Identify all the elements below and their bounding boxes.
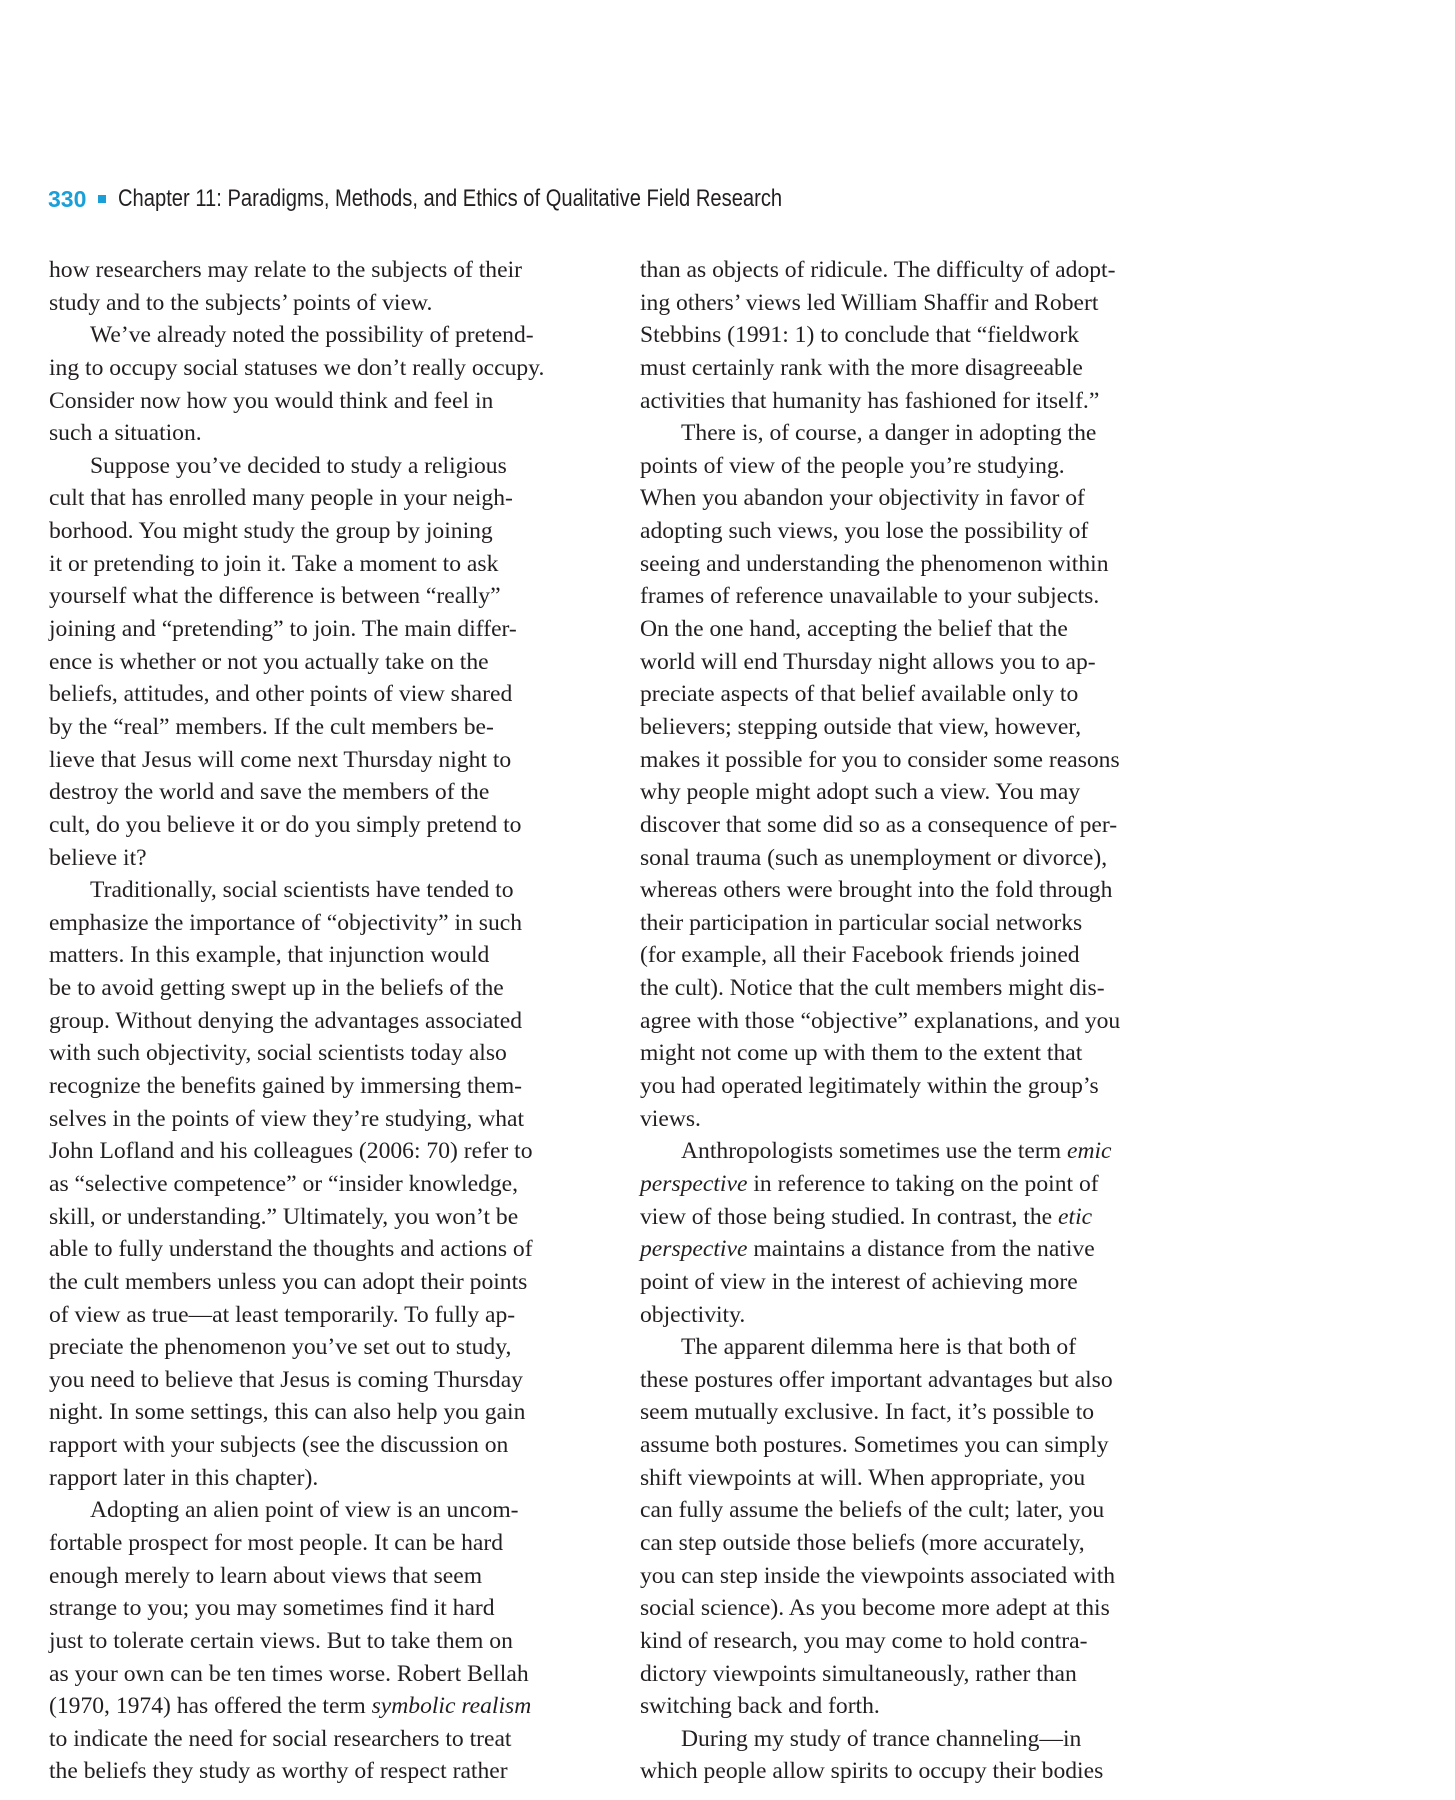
text-line bbox=[49, 548, 544, 581]
text-segment: you can step inside the viewpoints associated with bbox=[640, 1562, 1116, 1589]
text-segment: must certainly rank with the more disagreeable bbox=[640, 354, 1083, 381]
text-line bbox=[640, 711, 1120, 744]
text-line bbox=[49, 972, 544, 1005]
text-line bbox=[640, 678, 1120, 711]
text-line bbox=[640, 1364, 1120, 1397]
text-line bbox=[49, 1625, 544, 1658]
text-line bbox=[49, 1462, 544, 1495]
text-line bbox=[640, 1070, 1120, 1103]
text-segment: the cult members unless you can adopt their points bbox=[49, 1268, 528, 1295]
text-line bbox=[640, 1331, 1120, 1364]
text-line bbox=[640, 809, 1120, 842]
text-segment: believe it? bbox=[49, 844, 147, 871]
text-line bbox=[49, 319, 544, 352]
text-segment: On the one hand, accepting the belief that the bbox=[640, 616, 1068, 643]
text-line bbox=[640, 515, 1120, 548]
text-segment: can step outside those beliefs (more accurately, bbox=[640, 1529, 1085, 1556]
text-segment: objectivity. bbox=[640, 1301, 746, 1328]
text-line bbox=[640, 1723, 1120, 1756]
text-line bbox=[49, 287, 544, 320]
text-line bbox=[49, 1201, 544, 1234]
text-segment: recognize the benefits gained by immersing them- bbox=[49, 1073, 523, 1100]
text-segment: Stebbins (1991: 1) to conclude that “fieldwork bbox=[640, 322, 1080, 349]
text-line bbox=[49, 874, 544, 907]
text-segment: enough merely to learn about views that seem bbox=[49, 1562, 483, 1589]
text-line bbox=[640, 1233, 1120, 1266]
text-segment: yourself what the difference is between “really” bbox=[49, 583, 501, 610]
text-line bbox=[49, 1299, 544, 1332]
text-segment: the beliefs they study as worthy of respect rather bbox=[49, 1758, 508, 1785]
italic-term: perspective bbox=[640, 1236, 748, 1263]
text-line bbox=[640, 482, 1120, 515]
text-segment: rapport with your subjects (see the discussion on bbox=[49, 1432, 509, 1459]
text-line bbox=[49, 1429, 544, 1462]
text-line bbox=[640, 907, 1120, 940]
text-segment: point of view in the interest of achieving more bbox=[640, 1268, 1078, 1295]
text-segment: view of those being studied. In contrast, the bbox=[640, 1203, 1059, 1230]
text-segment: such a situation. bbox=[49, 420, 202, 447]
text-segment: night. In some settings, this can also help you gain bbox=[49, 1399, 526, 1426]
text-segment: There is, of course, a danger in adopting the bbox=[681, 420, 1097, 447]
text-segment: why people might adopt such a view. You may bbox=[640, 779, 1081, 806]
text-segment: to indicate the need for social researchers to treat bbox=[49, 1725, 512, 1752]
text-line bbox=[49, 1396, 544, 1429]
text-line bbox=[49, 907, 544, 940]
text-segment: you had operated legitimately within the group’s bbox=[640, 1073, 1099, 1100]
text-line bbox=[640, 1658, 1120, 1691]
text-line bbox=[49, 1658, 544, 1691]
text-line bbox=[640, 1560, 1120, 1593]
text-line bbox=[49, 1037, 544, 1070]
text-segment: The apparent dilemma here is that both of bbox=[681, 1334, 1077, 1361]
text-segment: how researchers may relate to the subjects of their bbox=[49, 257, 522, 283]
text-segment: by the “real” members. If the cult members be- bbox=[49, 713, 494, 740]
text-line bbox=[640, 744, 1120, 777]
text-line bbox=[49, 1233, 544, 1266]
text-line bbox=[49, 1364, 544, 1397]
text-line bbox=[49, 646, 544, 679]
text-line bbox=[49, 678, 544, 711]
text-line bbox=[49, 939, 544, 972]
text-line bbox=[49, 352, 544, 385]
text-segment: their participation in particular social networks bbox=[640, 909, 1083, 936]
italic-term: symbolic realism bbox=[371, 1693, 532, 1720]
text-segment: preciate aspects of that belief available only to bbox=[640, 681, 1079, 708]
text-line bbox=[49, 580, 544, 613]
text-line bbox=[640, 580, 1120, 613]
text-segment: of view as true—at least temporarily. To fully ap- bbox=[49, 1301, 516, 1328]
text-line bbox=[640, 646, 1120, 679]
text-segment: matters. In this example, that injunction would bbox=[49, 942, 490, 969]
text-segment: frames of reference unavailable to your subjects. bbox=[640, 583, 1100, 610]
text-segment: in reference to taking on the point of bbox=[747, 1170, 1099, 1197]
text-line bbox=[640, 842, 1120, 875]
text-line bbox=[640, 1135, 1120, 1168]
text-segment: than as objects of ridicule. The difficulty of adopt- bbox=[640, 257, 1116, 283]
text-line bbox=[49, 1592, 544, 1625]
text-segment: with such objectivity, social scientists today also bbox=[49, 1040, 507, 1067]
text-line bbox=[640, 1103, 1120, 1136]
text-line bbox=[49, 1103, 544, 1136]
text-line bbox=[49, 809, 544, 842]
text-segment: joining and “pretending” to join. The main differ- bbox=[49, 616, 517, 643]
text-line bbox=[640, 1527, 1120, 1560]
text-line bbox=[49, 1527, 544, 1560]
text-line bbox=[49, 417, 544, 450]
text-segment: ence is whether or not you actually take on the bbox=[49, 648, 489, 675]
text-segment: selves in the points of view they’re studying, what bbox=[49, 1105, 525, 1132]
text-segment: When you abandon your objectivity in favor of bbox=[640, 485, 1085, 512]
text-segment: During my study of trance channeling—in bbox=[681, 1725, 1082, 1752]
text-segment: Suppose you’ve decided to study a religious bbox=[90, 452, 507, 479]
text-segment: Traditionally, social scientists have tended to bbox=[90, 877, 514, 904]
text-line bbox=[49, 842, 544, 875]
text-segment: seeing and understanding the phenomenon within bbox=[640, 550, 1109, 577]
text-line bbox=[49, 1070, 544, 1103]
text-line bbox=[49, 254, 544, 287]
text-segment: dictory viewpoints simultaneously, rather than bbox=[640, 1660, 1077, 1687]
text-line bbox=[49, 1690, 544, 1723]
chapter-title: Chapter 11: Paradigms, Methods, and Ethics of Qualitative Field Research bbox=[118, 185, 783, 212]
text-line bbox=[640, 1005, 1120, 1038]
text-segment: cult that has enrolled many people in your neigh- bbox=[49, 485, 513, 512]
text-segment: seem mutually exclusive. In fact, it’s possible to bbox=[640, 1399, 1095, 1426]
text-segment: believers; stepping outside that view, however, bbox=[640, 713, 1082, 740]
square-bullet-icon bbox=[98, 195, 106, 203]
text-segment: which people allow spirits to occupy their bodies bbox=[640, 1758, 1104, 1785]
text-line bbox=[640, 352, 1120, 385]
text-line bbox=[640, 776, 1120, 809]
text-line bbox=[640, 1592, 1120, 1625]
text-segment: Anthropologists sometimes use the term bbox=[681, 1138, 1067, 1165]
text-line bbox=[49, 1560, 544, 1593]
text-line bbox=[640, 1462, 1120, 1495]
text-segment: ing others’ views led William Shaffir and Robert bbox=[640, 289, 1099, 316]
text-segment: cult, do you believe it or do you simply pretend to bbox=[49, 811, 522, 838]
text-line bbox=[640, 385, 1120, 418]
text-segment: makes it possible for you to consider some reasons bbox=[640, 746, 1120, 773]
text-segment: destroy the world and save the members of the bbox=[49, 779, 490, 806]
text-line bbox=[49, 1723, 544, 1756]
text-line bbox=[49, 1135, 544, 1168]
text-line bbox=[640, 613, 1120, 646]
text-segment: might not come up with them to the extent that bbox=[640, 1040, 1083, 1067]
text-line bbox=[49, 613, 544, 646]
text-line bbox=[49, 482, 544, 515]
text-segment: as your own can be ten times worse. Robert Bellah bbox=[49, 1660, 529, 1687]
text-segment: world will end Thursday night allows you to ap- bbox=[640, 648, 1096, 675]
text-line bbox=[49, 1755, 544, 1788]
italic-term: etic bbox=[1058, 1203, 1093, 1230]
text-segment: activities that humanity has fashioned for itself.” bbox=[640, 387, 1100, 414]
text-segment: you need to believe that Jesus is coming Thursday bbox=[49, 1366, 523, 1393]
text-line bbox=[49, 385, 544, 418]
running-header bbox=[48, 182, 909, 216]
text-line bbox=[640, 1494, 1120, 1527]
text-segment: rapport later in this chapter). bbox=[49, 1464, 319, 1491]
text-segment: lieve that Jesus will come next Thursday night to bbox=[49, 746, 512, 773]
text-line bbox=[640, 1266, 1120, 1299]
page-number: 330 bbox=[48, 185, 87, 212]
text-segment: views. bbox=[640, 1105, 701, 1132]
text-line bbox=[640, 1429, 1120, 1462]
text-line bbox=[640, 972, 1120, 1005]
text-segment: John Lofland and his colleagues (2006: 70) refer to bbox=[49, 1138, 533, 1165]
text-segment: Adopting an alien point of view is an uncom- bbox=[90, 1497, 519, 1524]
text-line bbox=[49, 1168, 544, 1201]
text-segment: We’ve already noted the possibility of pretend- bbox=[90, 322, 534, 349]
text-line bbox=[49, 1266, 544, 1299]
text-line bbox=[640, 1299, 1120, 1332]
text-segment: kind of research, you may come to hold contra- bbox=[640, 1627, 1088, 1654]
text-line bbox=[640, 254, 1120, 287]
text-line bbox=[640, 874, 1120, 907]
italic-term: perspective bbox=[640, 1170, 748, 1197]
text-segment: strange to you; you may sometimes find it hard bbox=[49, 1595, 495, 1622]
right-column bbox=[640, 254, 1120, 1788]
text-segment: just to tolerate certain views. But to take them on bbox=[49, 1627, 513, 1654]
text-line bbox=[49, 1494, 544, 1527]
text-segment: Consider now how you would think and feel in bbox=[49, 387, 494, 414]
text-line bbox=[49, 1005, 544, 1038]
text-segment: skill, or understanding.” Ultimately, you won’t be bbox=[49, 1203, 519, 1230]
left-column bbox=[49, 254, 544, 1788]
text-line bbox=[640, 1396, 1120, 1429]
text-line bbox=[640, 1690, 1120, 1723]
text-segment: shift viewpoints at will. When appropriate, you bbox=[640, 1464, 1086, 1491]
text-segment: adopting such views, you lose the possibility of bbox=[640, 518, 1089, 545]
text-segment: beliefs, attitudes, and other points of view shared bbox=[49, 681, 513, 708]
text-line bbox=[640, 450, 1120, 483]
italic-term: emic bbox=[1066, 1138, 1112, 1165]
text-segment: ing to occupy social statuses we don’t really occupy. bbox=[49, 354, 545, 381]
text-segment: as “selective competence” or “insider knowledge, bbox=[49, 1170, 519, 1197]
text-line bbox=[49, 1331, 544, 1364]
text-line bbox=[49, 744, 544, 777]
text-line bbox=[49, 711, 544, 744]
text-line bbox=[640, 939, 1120, 972]
text-segment: social science). As you become more adept at this bbox=[640, 1595, 1110, 1622]
text-line bbox=[640, 1201, 1120, 1234]
text-segment: maintains a distance from the native bbox=[747, 1236, 1095, 1263]
text-line bbox=[640, 1755, 1120, 1788]
text-segment: borhood. You might study the group by joining bbox=[49, 518, 493, 545]
text-segment: these postures offer important advantages but also bbox=[640, 1366, 1113, 1393]
text-line bbox=[49, 515, 544, 548]
text-segment: discover that some did so as a consequence of per- bbox=[640, 811, 1118, 838]
text-segment: (1970, 1974) has offered the term bbox=[49, 1693, 372, 1720]
text-segment: group. Without denying the advantages associated bbox=[49, 1007, 522, 1034]
text-segment: points of view of the people you’re studying. bbox=[640, 452, 1065, 479]
text-segment: fortable prospect for most people. It can be hard bbox=[49, 1529, 504, 1556]
text-segment: assume both postures. Sometimes you can simply bbox=[640, 1432, 1109, 1459]
text-segment: agree with those “objective” explanations, and you bbox=[640, 1007, 1121, 1034]
text-segment: switching back and forth. bbox=[640, 1693, 880, 1720]
text-line bbox=[640, 548, 1120, 581]
text-segment: it or pretending to join it. Take a moment to ask bbox=[49, 550, 499, 577]
text-line bbox=[640, 1625, 1120, 1658]
text-segment: study and to the subjects’ points of view. bbox=[49, 289, 433, 316]
text-line bbox=[640, 417, 1120, 450]
text-line bbox=[640, 1168, 1120, 1201]
text-line bbox=[49, 450, 544, 483]
text-line bbox=[640, 319, 1120, 352]
text-segment: (for example, all their Facebook friends joined bbox=[640, 942, 1080, 969]
text-segment: the cult). Notice that the cult members might dis- bbox=[640, 975, 1105, 1002]
text-segment: be to avoid getting swept up in the beliefs of the bbox=[49, 975, 504, 1002]
text-segment: can fully assume the beliefs of the cult; later, you bbox=[640, 1497, 1105, 1524]
text-line bbox=[49, 776, 544, 809]
text-segment: whereas others were brought into the fold through bbox=[640, 877, 1113, 904]
text-segment: sonal trauma (such as unemployment or divorce), bbox=[640, 844, 1108, 871]
text-line bbox=[640, 287, 1120, 320]
text-segment: able to fully understand the thoughts and actions of bbox=[49, 1236, 533, 1263]
text-segment: preciate the phenomenon you’ve set out to study, bbox=[49, 1334, 512, 1361]
text-segment: emphasize the importance of “objectivity” in such bbox=[49, 909, 523, 936]
text-line bbox=[640, 1037, 1120, 1070]
